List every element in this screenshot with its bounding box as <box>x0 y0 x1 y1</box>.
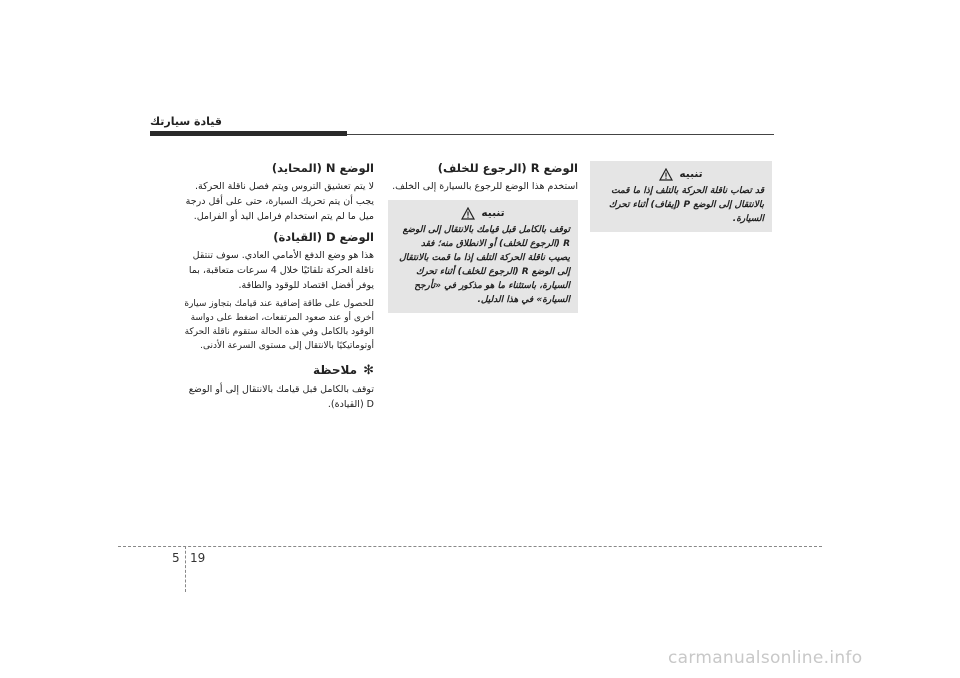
section-heading-neutral: الوضع N (المحايد) <box>271 161 374 175</box>
caution-box-header <box>396 206 570 220</box>
paragraph-reverse: استخدم هذا الوضع للرجوع بالسيارة إلى الخلف. <box>392 181 578 192</box>
caution-box-r <box>388 200 578 313</box>
watermark: carmanualsonline.info <box>668 648 863 668</box>
footer-rule <box>118 546 822 547</box>
chapter-number: 5 <box>172 551 180 565</box>
warning-triangle-icon <box>659 168 673 181</box>
paragraph-neutral: لا يتم تعشيق التروس ويتم فصل ناقلة الحركة. يجب أن يتم تحريك السيارة، حتى على أقل درجة ميل ما لم يتم استخدام فرامل اليد أو الفرامل. <box>185 181 374 222</box>
caution-title: تنبيه <box>679 168 703 180</box>
middle-column <box>388 155 578 313</box>
note-title: ملاحظة <box>312 363 358 377</box>
caution-title: تنبيه <box>481 207 505 219</box>
section-heading-reverse: الوضع R (الرجوع للخلف) <box>437 161 578 175</box>
caution-box-p <box>590 161 772 232</box>
footer-divider <box>185 546 186 592</box>
header-rule-thick <box>150 131 347 136</box>
caution-text: قد تصاب ناقلة الحركة بالتلف إذا ما قمت بالانتقال إلى الوضع P (إيقاف) أثناء تحرك السيارة. <box>608 186 764 224</box>
asterisk-icon: ✻ <box>363 363 374 378</box>
paragraph-drive: هذا هو وضع الدفع الأمامي العادي. سوف تنتقل ناقلة الحركة تلقائيًا خلال 4 سرعات متعاقبة، بما يوفر أفضل اقتصاد للوقود والطاقة. <box>188 250 374 291</box>
note-text: توقف بالكامل قبل قيامك بالانتقال إلى أو الوضع D (القيادة). <box>188 384 374 410</box>
header-rule-thin <box>347 134 774 135</box>
paragraph-drive-extra: للحصول على طاقة إضافية عند قيامك بتجاوز سيارة أخرى أو عند صعود المرتفعات، اضغط على دواسة الوقود بالكامل وفي هذه الحالة ستقوم ناقلة الحركة أوتوماتيكيًا بالانتقال إلى مستوى السرعة الأدنى. <box>184 299 374 351</box>
header-title: قيادة سيارتك <box>150 115 222 128</box>
caution-text: توقف بالكامل قبل قيامك بالانتقال إلى الوضع R (الرجوع للخلف) أو الانطلاق منه؛ فقد يصيب ناقلة الحركة التلف إذا ما قمت بالانتقال إلى الوضع R (الرجوع للخلف) أثناء تحرك السيارة، باستثناء ما هو مذكور في «تأرجح السيارة» في هذا الدليل. <box>399 225 570 305</box>
caution-box-header <box>598 167 764 181</box>
note-header <box>180 363 374 378</box>
warning-triangle-icon <box>461 207 475 220</box>
page-number: 19 <box>190 551 206 565</box>
section-heading-drive: الوضع D (القيادة) <box>273 230 374 244</box>
left-column <box>180 155 374 416</box>
right-column <box>590 155 772 232</box>
